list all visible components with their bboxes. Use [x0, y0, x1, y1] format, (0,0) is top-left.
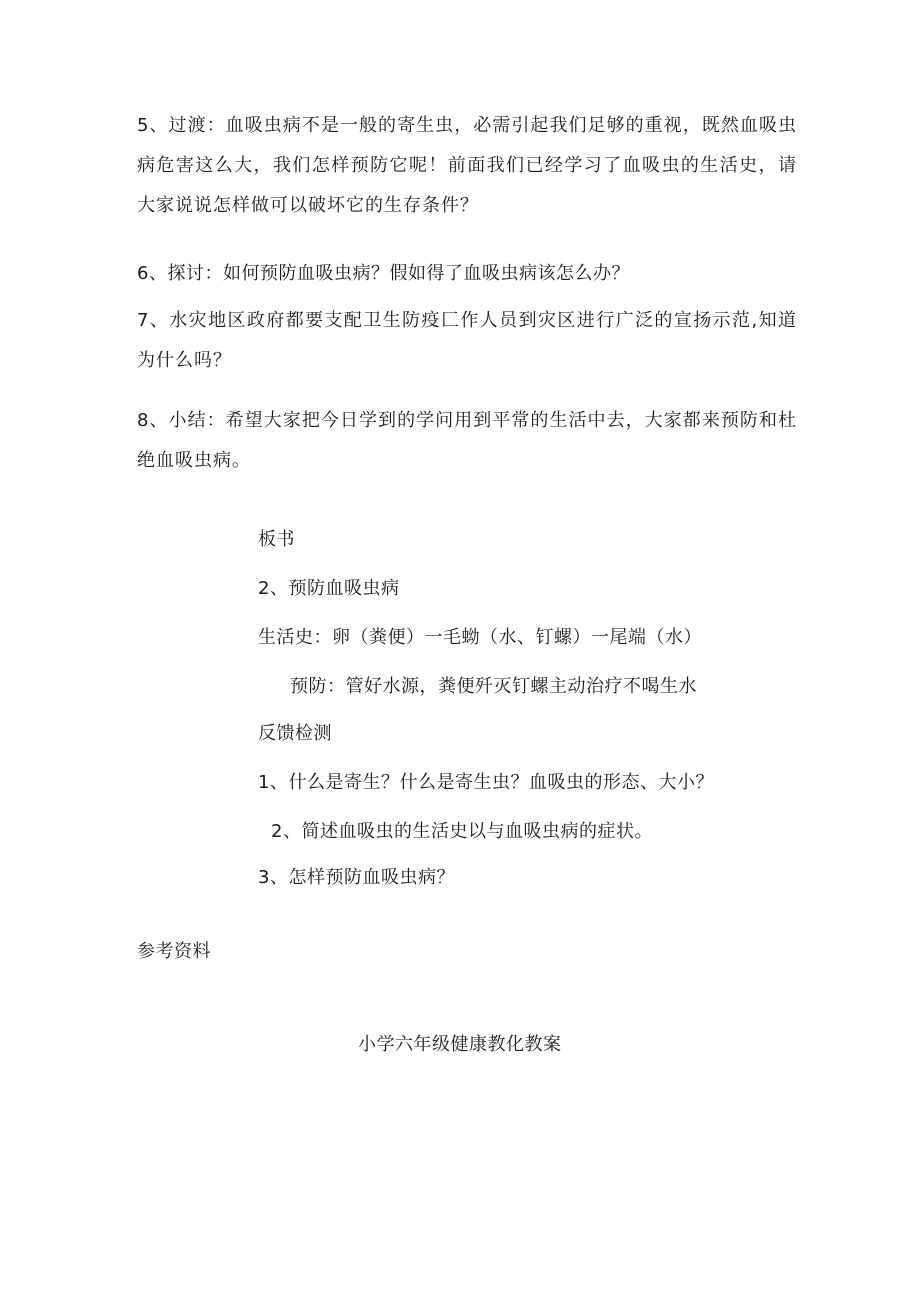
board-topic: 2、预防血吸虫病 — [258, 578, 400, 599]
board-prevention: 预防：管好水源，粪便歼灭钉螺主动治疗不喝生水 — [290, 676, 697, 697]
paragraph-6: 6、探讨：如何预防血吸虫病？假如得了血吸虫病该怎么办？ — [137, 263, 630, 284]
feedback-heading: 反馈检测 — [258, 723, 332, 744]
paragraph-8: 8、小结：希望大家把今日学到的学问用到平常的生活中去，大家都来预防和杜绝血吸虫病。 — [137, 410, 797, 471]
footer-title: 小学六年级健康教化教案 — [358, 1034, 562, 1055]
paragraph-7: 7、水灾地区政府都要支配卫生防疫匚作人员到灾区进行广泛的宣扬示范,知道为什么吗？ — [137, 310, 797, 371]
board-lifecycle: 生活史：卵（粪便）一毛蚴（水、钉螺）一尾端（水） — [258, 627, 702, 648]
feedback-question-2: 2、简述血吸虫的生活史以与血吸虫病的症状。 — [271, 821, 653, 842]
feedback-question-3: 3、怎样预防血吸虫病？ — [258, 867, 455, 888]
paragraph-5: 5、过渡：血吸虫病不是一般的寄生虫，必需引起我们足够的重视，既然血吸虫病危害这么大，我们怎样预防它呢！前面我们已经学习了血吸虫的生活史，请大家说说怎样做可以破坏它的生存条件？ — [137, 115, 797, 216]
feedback-question-1: 1、什么是寄生？什么是寄生虫？血吸虫的形态、大小？ — [258, 772, 714, 793]
board-heading: 板书 — [258, 529, 295, 550]
references-label: 参考资料 — [137, 941, 211, 962]
